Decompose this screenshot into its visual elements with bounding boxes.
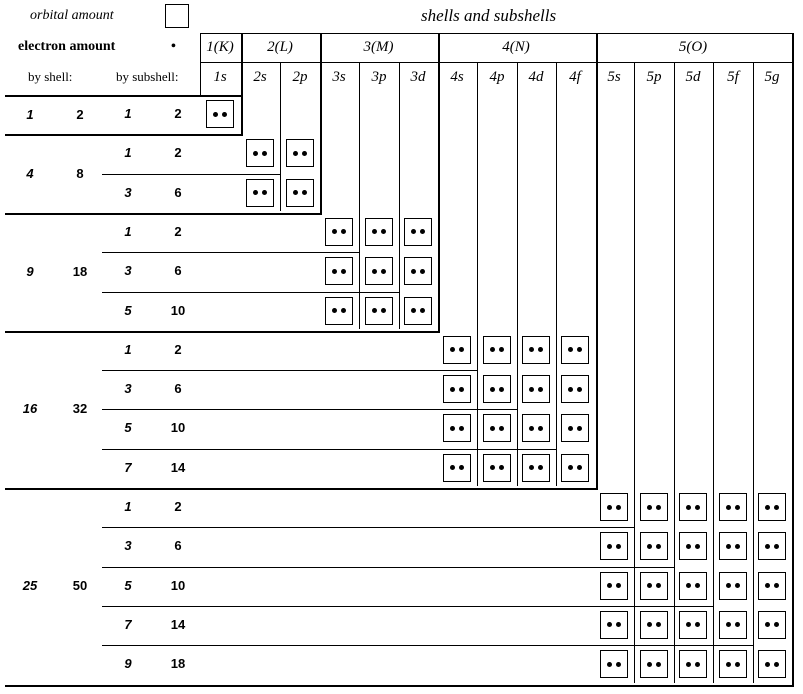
electron-dot [647, 662, 652, 667]
electron-dot [529, 465, 534, 470]
electron-symbol: • [171, 39, 176, 54]
shell-label: 4(N) [502, 39, 530, 55]
orbital-box [719, 532, 747, 560]
grid-line [596, 33, 598, 488]
electron-dot [656, 505, 661, 510]
grid-line [792, 33, 794, 685]
electron-dot [765, 583, 770, 588]
electron-dot [381, 229, 386, 234]
subshell-electron-count: 10 [170, 420, 186, 436]
subshell-label: 4d [528, 69, 544, 85]
electron-dot [607, 505, 612, 510]
orbital-amount-label: orbital amount [30, 8, 114, 23]
shell-electron-count: 8 [76, 165, 84, 181]
orbital-box [640, 611, 668, 639]
electron-dot [577, 387, 582, 392]
electron-dot [616, 505, 621, 510]
electron-dot [302, 190, 307, 195]
orbital-box [679, 493, 707, 521]
orbital-box [561, 454, 589, 482]
electron-dot [538, 426, 543, 431]
orbital-box [679, 650, 707, 678]
electron-dot [695, 505, 700, 510]
electron-dot [381, 308, 386, 313]
grid-line [102, 645, 753, 646]
electron-dot [568, 426, 573, 431]
orbital-box [483, 336, 511, 364]
electron-dot [490, 347, 495, 352]
by-subshell-header: by subshell: [116, 69, 179, 84]
subshell-electron-count: 6 [174, 538, 182, 554]
electron-dot [372, 269, 377, 274]
shell-orbital-count: 9 [26, 263, 34, 279]
electron-dot [450, 347, 455, 352]
electron-dot [656, 544, 661, 549]
electron-dot [341, 308, 346, 313]
orbital-box [325, 257, 353, 285]
orbital-box [483, 454, 511, 482]
electron-dot [607, 583, 612, 588]
electron-dot [459, 465, 464, 470]
shell-electron-count: 18 [72, 263, 88, 279]
subshell-orbital-count: 5 [124, 302, 132, 318]
grid-line [517, 62, 518, 486]
orbital-box [522, 414, 550, 442]
subshell-label: 2p [292, 69, 308, 85]
electron-dot [735, 544, 740, 549]
electron-dot [529, 347, 534, 352]
orbital-box [719, 572, 747, 600]
grid-line [200, 33, 201, 95]
orbital-box [758, 650, 786, 678]
orbital-box [679, 572, 707, 600]
orbital-box [640, 532, 668, 560]
electron-dot [411, 269, 416, 274]
electron-dot [765, 544, 770, 549]
electron-dot [420, 229, 425, 234]
electron-dot [499, 347, 504, 352]
grid-line [102, 409, 517, 410]
subshell-label: 4f [569, 69, 581, 85]
electron-dot [577, 465, 582, 470]
electron-dot [568, 465, 573, 470]
electron-dot [529, 426, 534, 431]
grid-line [674, 62, 675, 683]
subshell-electron-count: 6 [174, 381, 182, 397]
grid-line [5, 213, 322, 215]
electron-dot [459, 347, 464, 352]
orbital-box [640, 650, 668, 678]
electron-dot [293, 190, 298, 195]
electron-dot [735, 583, 740, 588]
subshell-electron-count: 6 [174, 263, 182, 279]
electron-dot [490, 426, 495, 431]
grid-line [556, 62, 557, 486]
electron-dot [647, 622, 652, 627]
orbital-box [404, 257, 432, 285]
shell-label: 3(M) [363, 39, 394, 55]
electron-dot [253, 190, 258, 195]
grid-line [5, 685, 794, 687]
electron-dot [529, 387, 534, 392]
electron-dot [726, 622, 731, 627]
orbital-box [483, 375, 511, 403]
orbital-box [758, 572, 786, 600]
electron-dot [411, 308, 416, 313]
electron-dot [726, 583, 731, 588]
electron-dot [490, 387, 495, 392]
orbital-legend-box [165, 4, 189, 28]
electron-dot [765, 662, 770, 667]
electron-dot [381, 269, 386, 274]
electron-dot [686, 583, 691, 588]
electron-dot [459, 387, 464, 392]
electron-dot [607, 622, 612, 627]
orbital-box [522, 454, 550, 482]
subshell-electron-count: 14 [170, 616, 186, 632]
electron-dot [726, 505, 731, 510]
subshell-electron-count: 2 [174, 341, 182, 357]
orbital-box [600, 493, 628, 521]
subshell-electron-count: 2 [174, 223, 182, 239]
electron-dot [411, 229, 416, 234]
electron-dot [459, 426, 464, 431]
shell-label: 5(O) [678, 39, 708, 55]
subshell-label: 3s [332, 69, 346, 85]
electron-dot [774, 505, 779, 510]
electron-dot [616, 583, 621, 588]
subshell-electron-count: 2 [174, 106, 182, 121]
electron-dot [538, 465, 543, 470]
grid-line [438, 33, 596, 34]
grid-line [477, 62, 478, 486]
electron-dot [332, 308, 337, 313]
shell-orbital-count: 16 [22, 401, 38, 417]
grid-line [5, 134, 243, 136]
by-shell-header: by shell: [28, 69, 73, 84]
grid-line [320, 33, 438, 34]
grid-line [102, 252, 359, 253]
subshell-electron-count: 2 [174, 499, 182, 514]
orbital-box [286, 139, 314, 167]
grid-line [713, 62, 714, 683]
subshell-orbital-count: 5 [124, 420, 132, 436]
grid-line [102, 370, 477, 371]
subshell-orbital-count: 9 [124, 656, 132, 672]
electron-dot [577, 426, 582, 431]
subshell-label: 5g [764, 69, 780, 85]
electron-dot [647, 544, 652, 549]
subshell-orbital-count: 3 [124, 263, 132, 279]
subshell-label: 5p [646, 69, 662, 85]
subshell-orbital-count: 7 [124, 459, 132, 475]
electron-dot [695, 583, 700, 588]
orbital-box [640, 572, 668, 600]
orbital-box [719, 493, 747, 521]
subshell-orbital-count: 3 [124, 381, 132, 397]
shell-label: 2(L) [267, 39, 293, 55]
subshell-orbital-count: 3 [124, 538, 132, 554]
electron-dot [647, 583, 652, 588]
grid-line [320, 33, 322, 213]
orbital-box [522, 336, 550, 364]
electron-dot [450, 387, 455, 392]
grid-line [200, 33, 241, 34]
diagram-title: shells and subshells [421, 6, 557, 25]
electron-dot [656, 662, 661, 667]
electron-dot [735, 505, 740, 510]
electron-dot [616, 622, 621, 627]
electron-dot [735, 622, 740, 627]
subshell-orbital-count: 1 [124, 499, 132, 514]
electron-dot [499, 387, 504, 392]
electron-dot [568, 347, 573, 352]
orbital-box [758, 532, 786, 560]
orbital-box [522, 375, 550, 403]
subshell-orbital-count: 3 [124, 184, 132, 200]
orbital-box [758, 493, 786, 521]
electron-dot [302, 151, 307, 156]
shell-label: 1(K) [206, 39, 234, 55]
grid-line [596, 33, 792, 34]
orbital-box [443, 454, 471, 482]
subshell-orbital-count: 7 [124, 616, 132, 632]
electron-dot [538, 387, 543, 392]
orbital-box [679, 611, 707, 639]
electron-dot [616, 662, 621, 667]
electron-dot [372, 229, 377, 234]
electron-dot [656, 622, 661, 627]
electron-dot [490, 465, 495, 470]
electron-dot [213, 112, 218, 117]
electron-dot [765, 622, 770, 627]
orbital-box [325, 218, 353, 246]
electron-amount-label: electron amount [18, 39, 116, 54]
electron-dot [695, 544, 700, 549]
subshell-orbital-count: 1 [124, 145, 132, 161]
electron-dot [538, 347, 543, 352]
grid-line [102, 606, 713, 607]
orbital-box [483, 414, 511, 442]
electron-dot [262, 151, 267, 156]
subshell-orbital-count: 1 [124, 223, 132, 239]
electron-dot [726, 544, 731, 549]
electron-dot [607, 544, 612, 549]
electron-dot [420, 308, 425, 313]
orbital-box [561, 414, 589, 442]
orbital-box [246, 139, 274, 167]
grid-line [399, 62, 400, 329]
grid-line [102, 292, 399, 293]
grid-line [753, 62, 754, 683]
shell-orbital-count: 4 [26, 165, 34, 181]
orbital-box [640, 493, 668, 521]
electron-dot [607, 662, 612, 667]
electron-dot [253, 151, 258, 156]
orbital-box [365, 218, 393, 246]
orbital-box [719, 650, 747, 678]
electron-dot [695, 622, 700, 627]
electron-dot [499, 426, 504, 431]
orbital-box [600, 611, 628, 639]
electron-dot [332, 229, 337, 234]
orbital-box [286, 179, 314, 207]
electron-dot [647, 505, 652, 510]
subshell-label: 3d [410, 69, 426, 85]
orbital-box [443, 336, 471, 364]
grid-line [359, 62, 360, 329]
orbital-box [404, 297, 432, 325]
electron-dot [372, 308, 377, 313]
subshell-label: 1s [213, 69, 227, 85]
electron-dot [332, 269, 337, 274]
orbital-box [206, 100, 234, 128]
electron-dot [774, 583, 779, 588]
orbital-box [325, 297, 353, 325]
electron-dot [499, 465, 504, 470]
grid-line [102, 174, 280, 175]
subshell-orbital-count: 5 [124, 577, 132, 593]
subshell-electron-count: 10 [170, 302, 186, 318]
grid-line [102, 527, 634, 528]
orbital-box [561, 375, 589, 403]
electron-dot [420, 269, 425, 274]
subshell-electron-count: 6 [174, 184, 182, 200]
orbital-box [404, 218, 432, 246]
subshell-electron-count: 14 [170, 459, 186, 475]
subshell-label: 5f [727, 69, 739, 85]
subshell-label: 3p [371, 69, 387, 85]
electron-dot [686, 622, 691, 627]
electron-dot [656, 583, 661, 588]
electron-dot [774, 662, 779, 667]
subshell-label: 5d [685, 69, 701, 85]
subshell-label: 4s [450, 69, 464, 85]
grid-line [200, 62, 792, 63]
orbital-box [600, 650, 628, 678]
electron-dot [262, 190, 267, 195]
electron-dot [568, 387, 573, 392]
grid-line [102, 567, 674, 568]
electron-dot [293, 151, 298, 156]
electron-dot [686, 662, 691, 667]
electron-dot [765, 505, 770, 510]
orbital-box [719, 611, 747, 639]
subshell-label: 2s [253, 69, 267, 85]
shell-orbital-count: 25 [22, 578, 38, 594]
grid-line [5, 95, 241, 97]
electron-dot [774, 544, 779, 549]
shell-orbital-count: 1 [26, 106, 34, 122]
orbital-box [365, 257, 393, 285]
subshell-orbital-count: 1 [124, 106, 132, 121]
orbital-box [600, 572, 628, 600]
electron-dot [774, 622, 779, 627]
subshell-orbital-count: 1 [124, 341, 132, 357]
subshell-electron-count: 2 [174, 145, 182, 161]
grid-line [241, 33, 320, 34]
electron-dot [735, 662, 740, 667]
grid-line [5, 331, 440, 333]
electron-dot [577, 347, 582, 352]
orbital-box [758, 611, 786, 639]
subshell-label: 5s [607, 69, 621, 85]
electron-dot [686, 544, 691, 549]
grid-line [280, 62, 281, 211]
orbital-box [600, 532, 628, 560]
grid-line [5, 488, 598, 490]
electron-dot [450, 465, 455, 470]
subshell-label: 4p [489, 69, 505, 85]
electron-dot [341, 269, 346, 274]
electron-dot [222, 112, 227, 117]
shell-electron-count: 32 [72, 401, 88, 417]
electron-dot [341, 229, 346, 234]
shell-electron-count: 50 [72, 578, 88, 594]
electron-dot [726, 662, 731, 667]
orbital-box [443, 414, 471, 442]
orbital-box [365, 297, 393, 325]
orbital-box [679, 532, 707, 560]
electron-dot [450, 426, 455, 431]
grid-line [634, 62, 635, 683]
orbital-box [443, 375, 471, 403]
subshell-electron-count: 10 [170, 577, 186, 593]
shell-electron-count: 2 [76, 106, 84, 122]
electron-dot [695, 662, 700, 667]
subshell-electron-count: 18 [170, 656, 186, 672]
electron-dot [616, 544, 621, 549]
grid-line [102, 449, 556, 450]
electron-dot [686, 505, 691, 510]
orbital-box [246, 179, 274, 207]
orbital-box [561, 336, 589, 364]
